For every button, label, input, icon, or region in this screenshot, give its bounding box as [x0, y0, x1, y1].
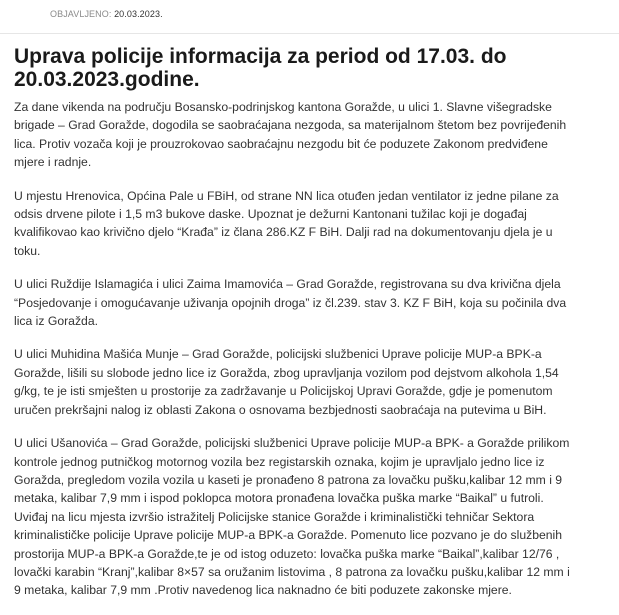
article-body — [14, 98, 614, 615]
article-title: Uprava policije informacija za period od 17.03. do 20.03.2023.godine. — [14, 45, 507, 91]
paragraph-traffic-accident: Za dane vikenda na području Bosansko-podrinjskog kantona Goražde, u ulici 1. Slavne višegradske brigade – Grad Goražde, dogodila se saobraćajana nezgoda, sa materijalnom štetom bez povrijeđenih lica. Protiv vozača koji je prouzrokovao saobraćajnu nezgodu bit će poduzete Zakonom predviđene mjere i radnje. — [14, 100, 567, 170]
paragraph-drugs: U ulici Ruždije Islamagića i ulici Zaima Imamovića – Grad Goražde, registrovana su dva krivična djela “Posjedovanje i omogućavanje uživanja opojnih droga” iz čl.239. stav 3. KZ F BiH, koja su počinila dva lica iz Goražda. — [14, 277, 567, 329]
paragraph-weapons-seizure: U ulici Ušanovića – Grad Goražde, policijski službenici Uprave policije MUP-a BPK- a Goražde prilikom kontrole jednog putničkog motornog vozila bez registarskih oznaka, kojim je upravljalo jedno lice iz Goražda, pregledom vozila vozila u kaseti je pronađeno 8 patrona za lovačku pušku,kalibar 12 mm i 9 metaka, kalibar 7,9 mm i ispod poklopca motora pronađena lovačka puška marke “Baikal” u futroli. Uviđaj na licu mjesta izvršio istražitelj Policijske stanice Goražde i kriminalistički tehničar Sektora kriminalističke policije Uprave policije MUP-a BPK-a Goražde. Pomenuto lice pozvano je do službenih prostorija MUP-a BPK-a Goražde,te je od istog oduzeto: lovačka puška marke “Baikal”,kalibar 12/76 , lovački karabin “Kranj”,kalibar 8×57 sa oružanim listovima , 8 patrona za lovačku pušku,kalibar 12 mm i 9 metaka, kalibar 7,9 mm .Protiv navedenog lica naknadno će biti poduzete zakonske mjere. — [14, 436, 570, 598]
publish-meta — [50, 9, 163, 19]
publish-label: OBJAVLJENO: — [50, 9, 112, 19]
paragraph-theft-hrenovica: U mjestu Hrenovica, Općina Pale u FBiH, od strane NN lica otuđen jedan ventilator iz jedne pilane za odsis drvene pilote i 1,5 m3 bukove daske. Upoznat je dežurni Kantonani tužilac koji je događaj kvalifikovao kao krivično djelo “Krađa” iz člana 286.KZ F BiH. Dalji rad na dokumentovanju djela je u toku. — [14, 188, 559, 258]
header-divider — [0, 33, 619, 34]
publish-date: 20.03.2023. — [114, 9, 163, 19]
paragraph-drunk-driving: U ulici Muhidina Mašića Munje – Grad Goražde, policijski službenici Uprave policije MUP-a BPK-a Goražde, lišili su slobode jedno lice iz Goražda, zbog upravljanja vozilom pod dejstvom alkohola 1,54 g/kg, te je isti smješten u prostorije za zadržavanje u Policijskoj Upravi Goražde, gdje je pomenutom uručen prekršajni nalog iz oblasti Zakona o osnovama bezbjednosti saobraćaja na putevima u BiH. — [14, 347, 559, 417]
